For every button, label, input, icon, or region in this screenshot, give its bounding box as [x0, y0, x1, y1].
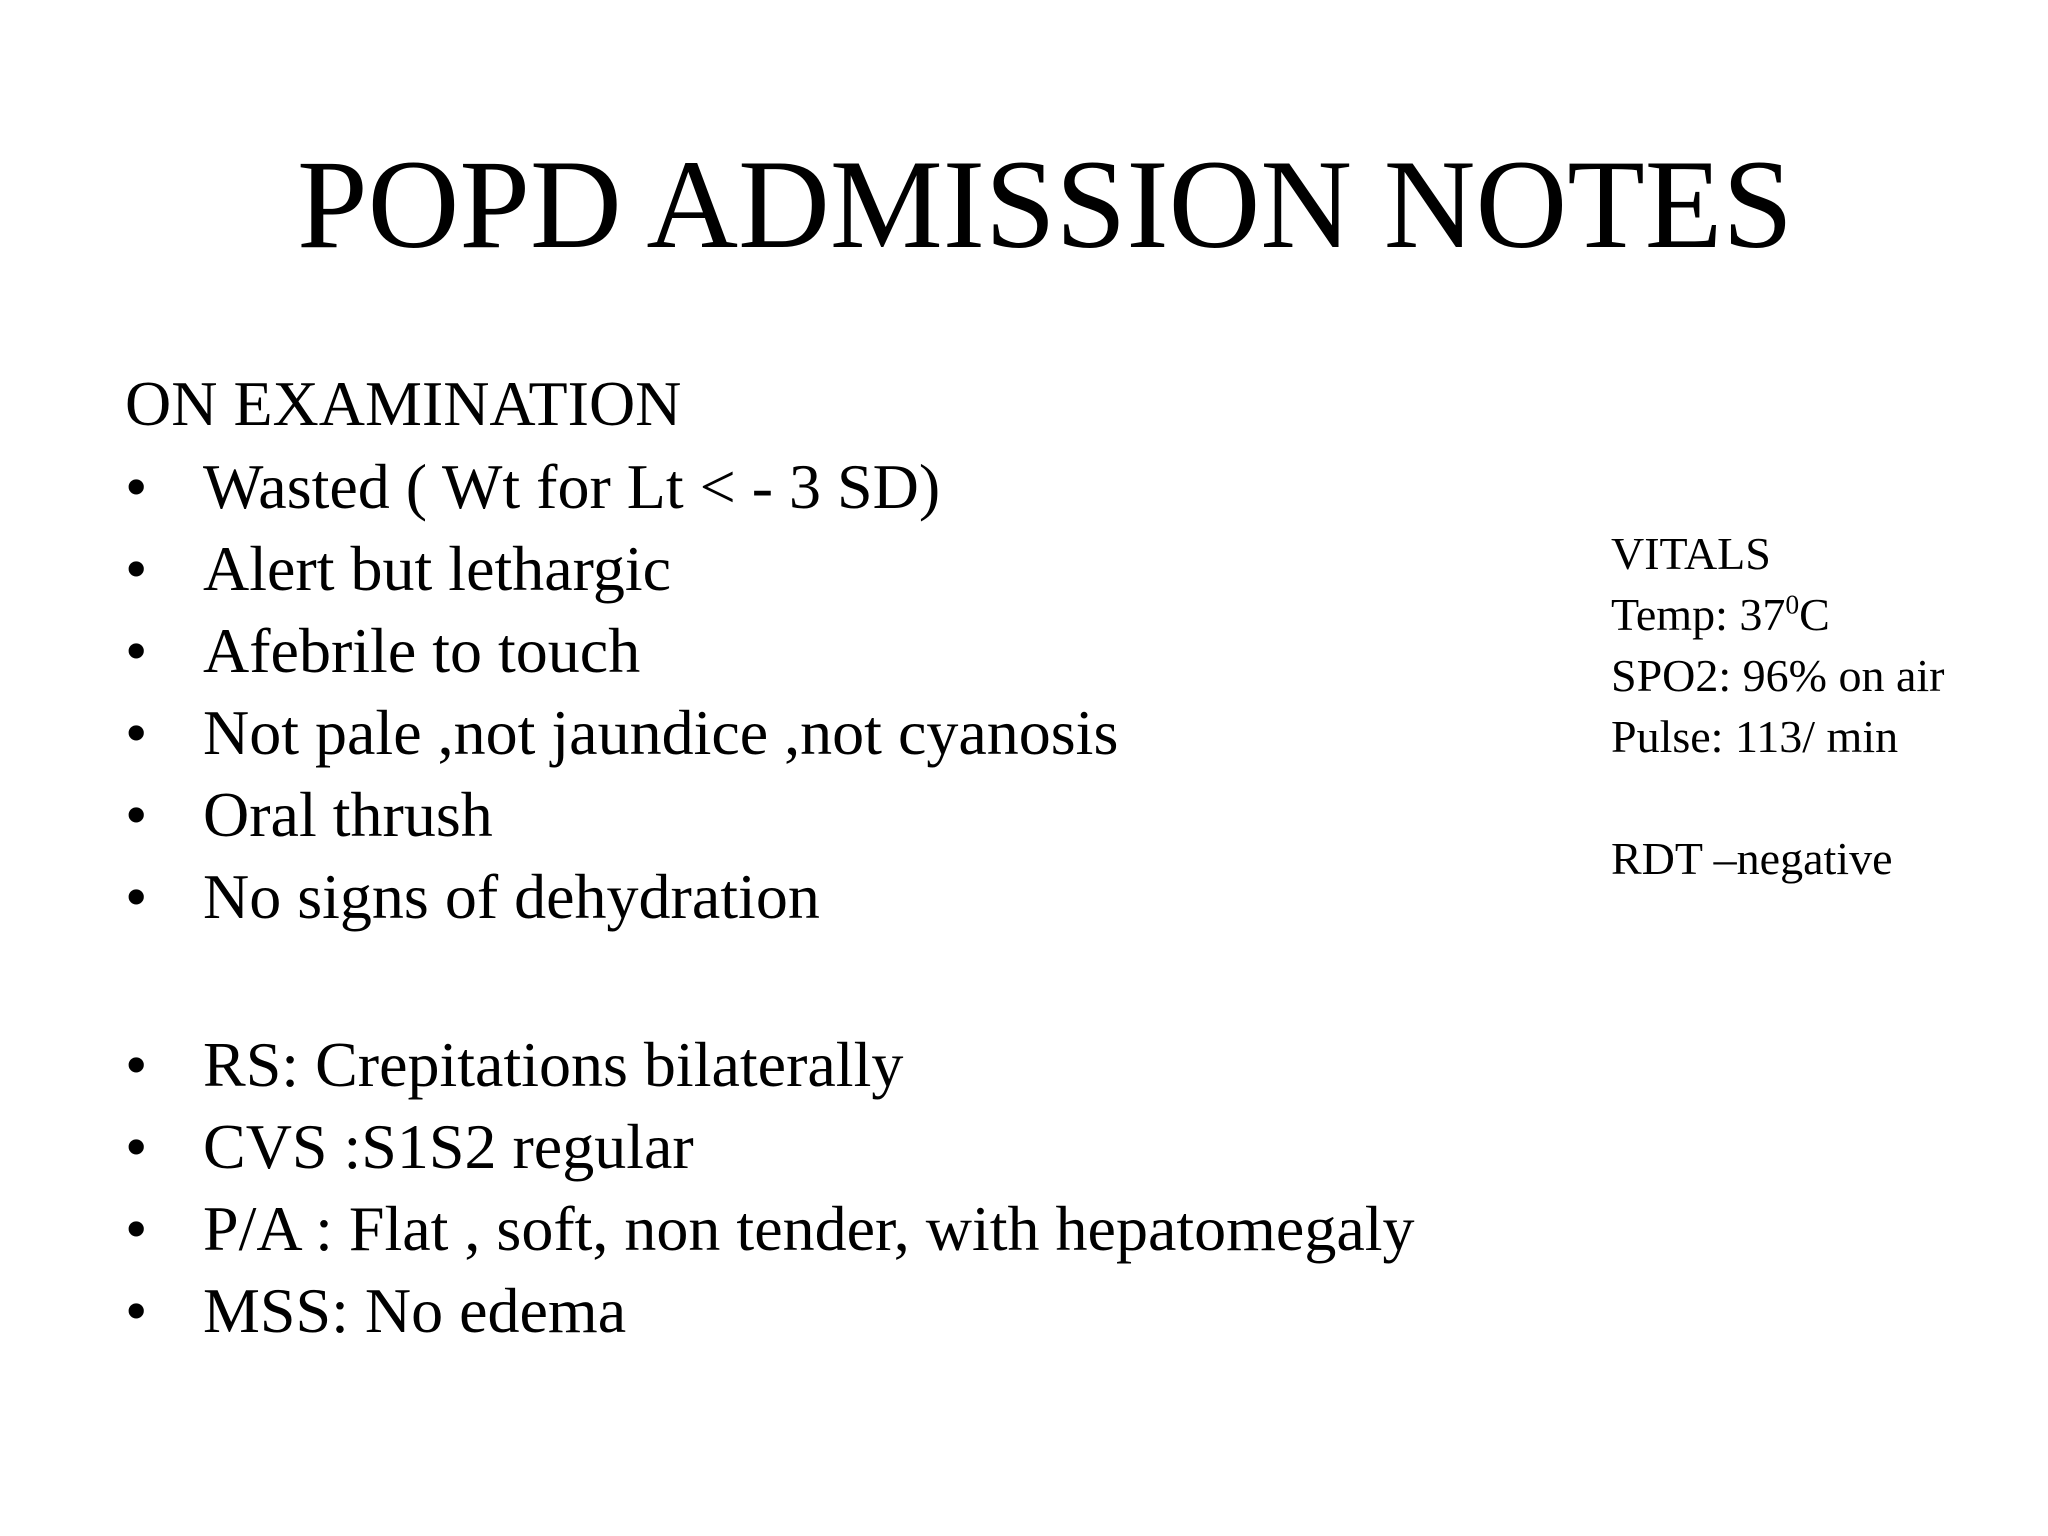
bullet-icon: •: [125, 533, 148, 604]
list-item: [125, 528, 1605, 610]
examination-section: [125, 362, 1605, 1352]
temperature-superscript: 0: [1785, 588, 1800, 620]
finding-text: P/A : Flat , soft, non tender, with hepatomegaly: [203, 1193, 1415, 1264]
bullet-icon: •: [125, 861, 148, 932]
list-item: [125, 610, 1605, 692]
temperature-label: Temp: 37: [1611, 589, 1786, 640]
finding-text: CVS :S1S2 regular: [203, 1111, 694, 1182]
rdt-result: RDT –negative: [1611, 833, 1893, 884]
bullet-icon: •: [125, 1193, 148, 1264]
bullet-icon: •: [125, 1029, 148, 1100]
finding-text: Afebrile to touch: [203, 615, 641, 686]
list-item: [125, 692, 1605, 774]
list-item: [125, 1106, 1605, 1188]
systemic-findings-list: [125, 1024, 1605, 1352]
finding-text: Alert but lethargic: [203, 533, 671, 604]
list-item: [125, 1188, 1605, 1270]
examination-heading: ON EXAMINATION: [125, 368, 682, 439]
finding-text: MSS: No edema: [203, 1275, 627, 1346]
vitals-spo2: SPO2: 96% on air: [1611, 650, 1945, 701]
vitals-heading: VITALS: [1611, 528, 1771, 579]
finding-text: No signs of dehydration: [203, 861, 820, 932]
finding-text: Wasted ( Wt for Lt < - 3 SD): [203, 451, 941, 522]
finding-text: Oral thrush: [203, 779, 493, 850]
list-item: [125, 1024, 1605, 1106]
vitals-section: [1611, 523, 2031, 889]
vitals-spacer: [1611, 767, 2031, 828]
finding-text: Not pale ,not jaundice ,not cyanosis: [203, 697, 1119, 768]
slide-title: POPD ADMISSION NOTES: [296, 135, 1794, 275]
list-spacer: [125, 938, 1605, 1024]
list-item: [125, 774, 1605, 856]
bullet-icon: •: [125, 1275, 148, 1346]
bullet-icon: •: [125, 1111, 148, 1182]
temperature-unit: C: [1799, 589, 1830, 640]
list-item: [125, 856, 1605, 938]
bullet-icon: •: [125, 615, 148, 686]
vitals-pulse: Pulse: 113/ min: [1611, 711, 1899, 762]
list-item: [125, 1270, 1605, 1352]
finding-text: RS: Crepitations bilaterally: [203, 1029, 904, 1100]
bullet-icon: •: [125, 451, 148, 522]
general-findings-list: [125, 446, 1605, 938]
list-item: [125, 446, 1605, 528]
vitals-temperature: [1611, 584, 2031, 645]
bullet-icon: •: [125, 779, 148, 850]
bullet-icon: •: [125, 697, 148, 768]
